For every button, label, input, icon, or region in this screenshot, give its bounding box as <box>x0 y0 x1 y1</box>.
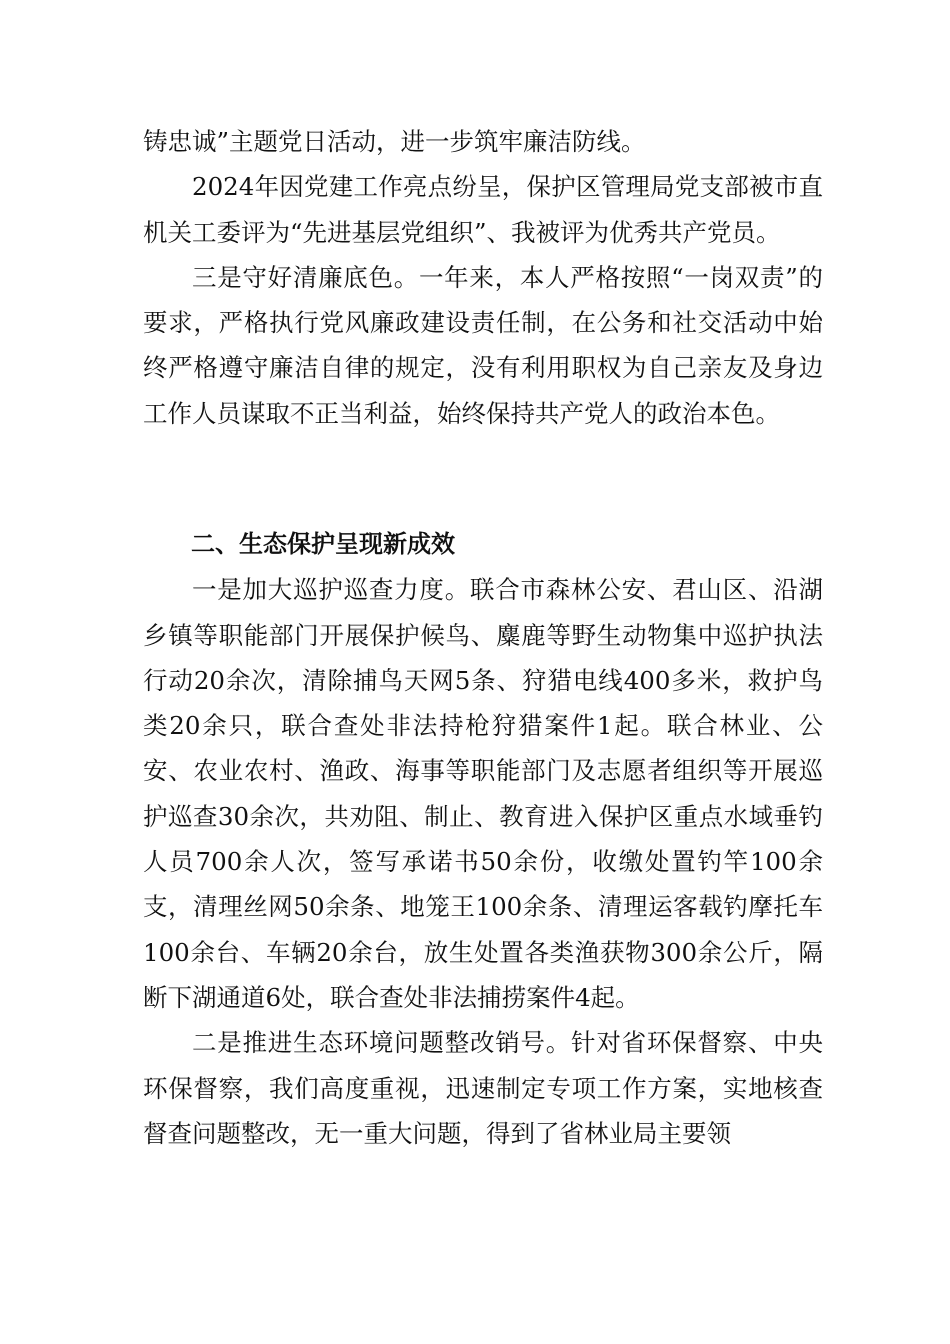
paragraph-patrol: 一是加大巡护巡查力度。联合市森林公安、君山区、沿湖乡镇等职能部门开展保护候鸟、麋鹿等野生动物集中巡护执法行动20余次，清除捕鸟天网5条、狩猎电线400多米，救护鸟类20余只，联合查处非法持枪狩猎案件1起。联合林业、公安、农业农村、渔政、海事等职能部门及志愿者组织等开展巡护巡查30余次，共劝阻、制止、教育进入保护区重点水域垂钓人员700余人次，签写承诺书50余份，收缴处置钓竿100余支，清理丝网50余条、地笼王100余条、清理运客载钓摩托车100余台、车辆20余台，放生处置各类渔获物300余公斤，隔断下湖通道6处，联合查处非法捕捞案件4起。 <box>143 575 823 1012</box>
text-block-section-two <box>143 522 823 1156</box>
paragraph-party-award: 2024年因党建工作亮点纷呈，保护区管理局党支部被市直机关工委评为“先进基层党组织”、我被评为优秀共产党员。 <box>143 172 823 247</box>
paragraph-integrity: 三是守好清廉底色。一年来，本人严格按照“一岗双责”的要求，严格执行党风廉政建设责任制，在公务和社交活动中始终严格遵守廉洁自律的规定，没有利用职权为自己亲友及身边工作人员谋取不正当利益，始终保持共产党人的政治本色。 <box>143 262 823 428</box>
paragraph-rectification: 二是推进生态环境问题整改销号。针对省环保督察、中央环保督察，我们高度重视，迅速制定专项工作方案，实地核查督查问题整改，无一重大问题，得到了省林业局主要领 <box>143 1028 823 1148</box>
text-block-top <box>143 119 823 436</box>
section-heading: 二、生态保护呈现新成效 <box>191 530 455 558</box>
paragraph-continuation: 铸忠诚”主题党日活动，进一步筑牢廉洁防线。 <box>143 127 646 156</box>
